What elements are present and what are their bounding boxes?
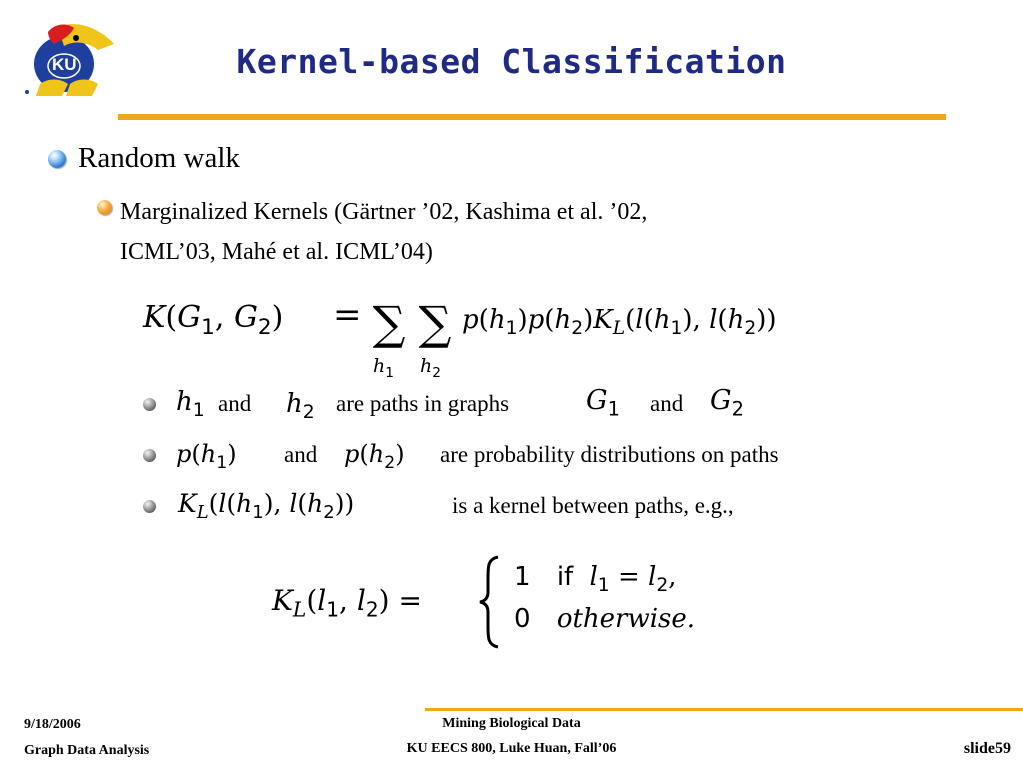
footer-center-line2: KU EECS 800, Luke Huan, Fall’06 [406, 741, 617, 756]
piecewise-lhs: $K_L(l_1$, $l_2$) = [272, 584, 422, 622]
bullet-orange-icon [97, 200, 112, 215]
footer-rule [425, 708, 1023, 711]
bullet-marginalized-kernels [120, 192, 647, 272]
bullet-random-walk: Random walk [78, 142, 240, 174]
equals-sign: = [333, 295, 362, 335]
sum-index-h1: $h_1$ [373, 355, 394, 381]
footer-slide-number: slide59 [963, 740, 1011, 757]
sum-symbol-1: ∑ [372, 296, 406, 350]
piecewise-case1: 1 if $l_1 = l_2$, [514, 562, 677, 597]
logo-text: KU [52, 55, 77, 74]
footer-date: 9/18/2006 [24, 717, 81, 732]
title-underline [118, 114, 946, 120]
bullet-blue-icon [48, 150, 66, 168]
sum-symbol-2: ∑ [418, 296, 452, 350]
footer-course-title: Graph Data Analysis [24, 743, 150, 758]
sum-index-h2: $h_2$ [420, 355, 441, 381]
kernel-rhs: $p(h_1)p(h_2)K_L(l(h_1)$, $l(h_2)$) [462, 305, 777, 340]
bullet-kernel-between-paths: $K_L(l(h_1)$, $l(h_2)$) is a kernel between paths, e.g., [178, 489, 734, 523]
bullet-gray-icon [143, 398, 156, 411]
marginalized-line1: Marginalized Kernels (Gärtner ’02, Kashima et al. ’02, [120, 199, 648, 225]
slide-title: Kernel-based Classification [236, 42, 787, 81]
bullet-gray-icon [143, 449, 156, 462]
piecewise-case2: 0 otherwise. [514, 604, 696, 634]
left-brace [476, 554, 506, 650]
bullet-probabilities: $p(h_1)$ and $p(h_2)$ are probability distributions on paths [176, 440, 779, 473]
kernel-equation: $K(G_1$, $G_2$) [143, 300, 284, 340]
footer-center-line1: Mining Biological Data [442, 716, 581, 731]
bullet-gray-icon [143, 500, 156, 513]
bullet-paths: $h_1$ and $h_2$ are paths in graphs $G_1$ and $G_2$ [176, 385, 744, 424]
marginalized-line2: ICML’03, Mahé et al. ICML’04) [120, 239, 433, 265]
